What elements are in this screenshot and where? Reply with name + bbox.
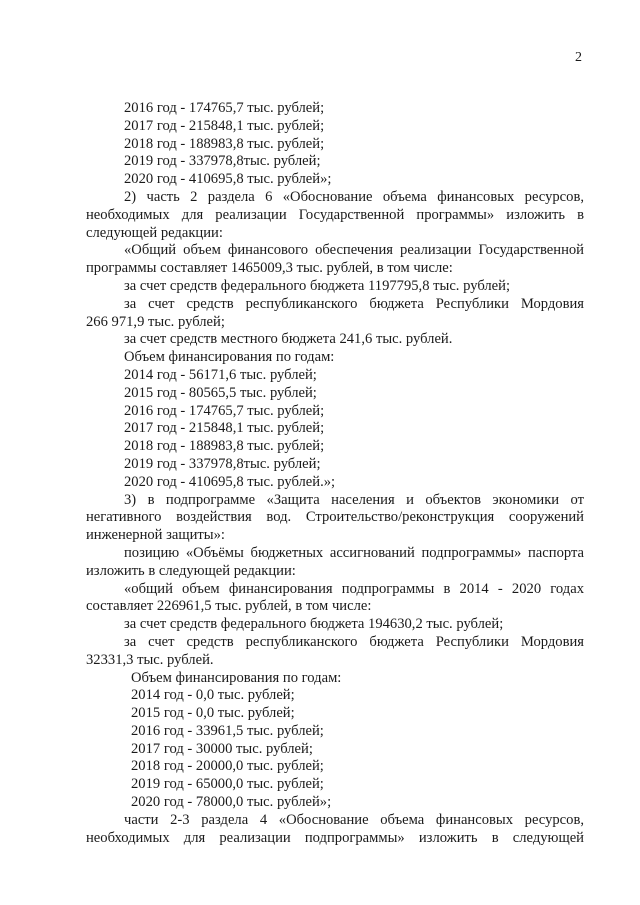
text-line: «общий объем финансирования подпрограммы в 2014 - 2020 годах (124, 580, 584, 597)
text-line: Объем финансирования по годам: (131, 669, 342, 686)
page-number: 2 (575, 50, 582, 65)
text-line: части 2-3 раздела 4 «Обоснование объема финансовых ресурсов, (124, 811, 584, 828)
text-line: 2018 год - 188983,8 тыс. рублей; (124, 135, 325, 152)
text-line: программы составляет 1465009,3 тыс. рублей, в том числе: (86, 260, 453, 277)
text-line: 2019 год - 65000,0 тыс. рублей; (131, 776, 324, 793)
text-line: негативного воздействия вод. Строительство/реконструкция сооружений (86, 509, 584, 526)
text-line: 2016 год - 174765,7 тыс. рублей; (124, 402, 325, 419)
text-line: за счет средств республиканского бюджета Республики Мордовия (124, 633, 584, 650)
text-line: за счет средств местного бюджета 241,6 тыс. рублей. (124, 331, 453, 348)
text-line: 2015 год - 0,0 тыс. рублей; (131, 705, 295, 722)
text-line: 2020 год - 410695,8 тыс. рублей.»; (124, 473, 336, 490)
document-body (86, 100, 584, 847)
text-line: 3) в подпрограмме «Защита населения и объектов экономики от (124, 491, 584, 508)
text-line: за счет средств республиканского бюджета Республики Мордовия (124, 295, 584, 312)
text-line: «Общий объем финансового обеспечения реализации Государственной (124, 242, 584, 259)
text-line: 2015 год - 80565,5 тыс. рублей; (124, 384, 317, 401)
text-line: 2017 год - 215848,1 тыс. рублей; (124, 117, 325, 134)
text-line: за счет средств федерального бюджета 1197795,8 тыс. рублей; (124, 277, 510, 294)
text-line: 2018 год - 188983,8 тыс. рублей; (124, 438, 325, 455)
text-line: 2014 год - 0,0 тыс. рублей; (131, 687, 295, 704)
text-line: 2019 год - 337978,8тыс. рублей; (124, 455, 321, 472)
text-line: Объем финансирования по годам: (124, 349, 335, 366)
text-line: позицию «Объёмы бюджетных ассигнований подпрограммы» паспорта (124, 544, 584, 561)
text-line: изложить в следующей редакции: (86, 562, 296, 579)
text-line: необходимых для реализации Государственной программы» изложить в (86, 206, 584, 223)
text-line: 266 971,9 тыс. рублей; (86, 313, 225, 330)
text-line: 2020 год - 410695,8 тыс. рублей»; (124, 171, 332, 188)
text-line: 2017 год - 30000 тыс. рублей; (131, 740, 313, 757)
text-line: 2014 год - 56171,6 тыс. рублей; (124, 366, 317, 383)
text-line: составляет 226961,5 тыс. рублей, в том числе: (86, 598, 372, 615)
text-line: 32331,3 тыс. рублей. (86, 651, 214, 668)
text-line: 2017 год - 215848,1 тыс. рублей; (124, 420, 325, 437)
text-line: 2) часть 2 раздела 6 «Обоснование объема финансовых ресурсов, (124, 188, 584, 205)
text-line: следующей редакции: (86, 224, 223, 241)
text-line: 2016 год - 174765,7 тыс. рублей; (124, 100, 325, 116)
text-line: 2020 год - 78000,0 тыс. рублей»; (131, 794, 332, 811)
text-line: 2018 год - 20000,0 тыс. рублей; (131, 758, 324, 775)
text-line: за счет средств федерального бюджета 194630,2 тыс. рублей; (124, 616, 504, 633)
text-line: 2019 год - 337978,8тыс. рублей; (124, 153, 321, 170)
text-line: инженерной защиты»: (86, 527, 225, 544)
text-line: необходимых для реализации подпрограммы» изложить в следующей (86, 829, 584, 846)
text-line: 2016 год - 33961,5 тыс. рублей; (131, 722, 324, 739)
